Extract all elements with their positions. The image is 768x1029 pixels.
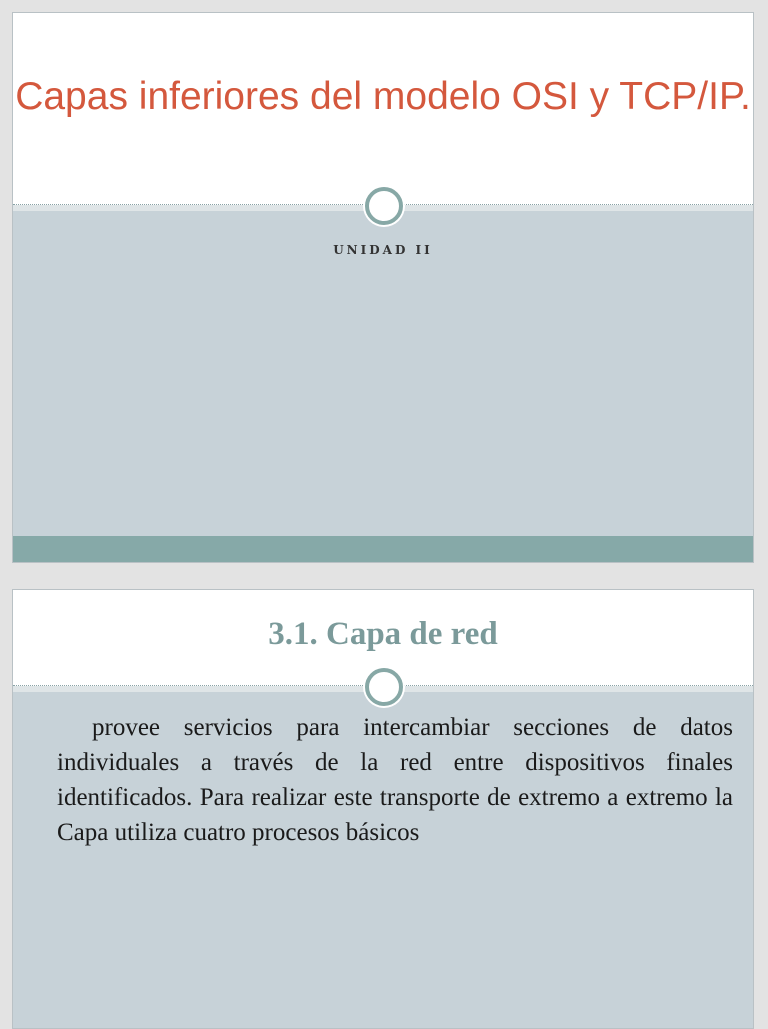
ring-ornament-icon <box>365 668 403 706</box>
title-slide-header <box>13 13 753 205</box>
section-title: 3.1. Capa de red <box>268 616 498 652</box>
title-slide <box>12 12 754 563</box>
body-paragraph: provee servicios para intercambiar secciones de datos individuales a través de la red entre dispositivos finales identificados. Para realizar este transporte de extremo a extremo la Capa utiliza cuatro procesos básicos <box>57 714 733 846</box>
content-slide <box>12 589 754 1029</box>
ring-ornament-icon <box>365 187 403 225</box>
slide-title: Capas inferiores del modelo OSI y TCP/IP. <box>15 75 751 118</box>
slide-subtitle: UNIDAD II <box>333 243 433 257</box>
footer-accent-band <box>13 536 753 562</box>
